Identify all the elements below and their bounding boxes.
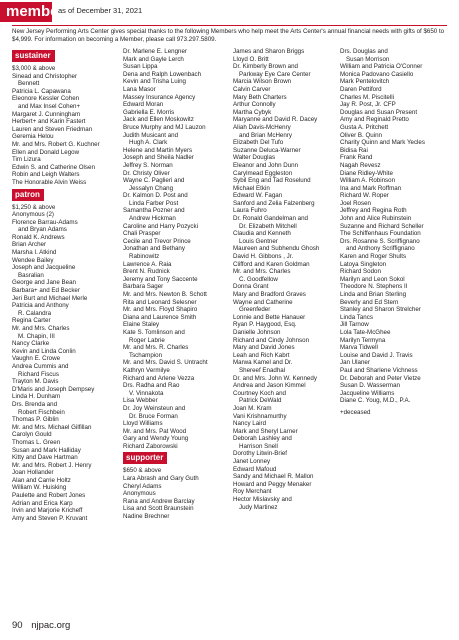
member-name: Jeffrey and Regina Roth	[340, 207, 407, 215]
member-name: Amy and Steven P. Kruvant	[12, 514, 88, 522]
member-name: Dena and Ralph Lowenbach	[123, 70, 202, 78]
member-name: and Anthony Scriffignano	[346, 245, 415, 253]
member-name: Carolyn Gould	[12, 431, 52, 439]
member-name: Carylmead Eggleston	[233, 169, 293, 177]
member-name: Linda H. Dunham	[12, 393, 61, 401]
member-name: Paul and Sharlene Vichness	[340, 366, 418, 374]
member-name: Danielle Johnson	[233, 328, 281, 336]
column-4	[340, 48, 425, 417]
member-name: Richard Zaborowski	[123, 442, 178, 450]
member-name: Lisa and Scott Braunstein	[123, 505, 194, 513]
member-name: Irvin and Marjorie Kricheff	[12, 507, 83, 515]
member-name: Kate S. Tomlinson and	[123, 328, 185, 336]
member-name: Bruce Murphy and MJ Lauzon	[123, 123, 206, 131]
member-name: R. Calandra	[18, 309, 52, 317]
member-name: Leah and Rich Kabrt	[233, 351, 290, 359]
member-name: John and Alice Rubinstein	[340, 215, 412, 223]
member-name: Jonathan and Bethany	[123, 245, 185, 253]
member-name: Dorothy Litwin-Brief	[233, 450, 287, 458]
member-name: Richard and Cindy Johnson	[233, 336, 310, 344]
level-heading: sustainer	[12, 50, 55, 62]
member-name: William A. Robinson	[340, 177, 396, 185]
member-name: Jeri Burt and Michael Merle	[12, 294, 88, 302]
member-name: Charity Quinn and Mark Yecles	[340, 139, 425, 147]
member-name: Oliver B. Quinn	[340, 131, 382, 139]
member-name: Mary Beth Charters	[233, 93, 287, 101]
member-name: Mr. and Mrs. Charles	[233, 268, 291, 276]
member-name: Kevin and Linda Conlin	[12, 347, 76, 355]
member-name: William W. Huisking	[12, 484, 67, 492]
member-name: Jill Tarnow	[340, 321, 369, 329]
member-name: Charles M. Piscitelli	[340, 93, 394, 101]
member-name: Richard W. Roper	[340, 192, 389, 200]
member-name: and Max Insel Cohen+	[18, 102, 81, 110]
member-name: Marilyn and Leon Sokol	[340, 275, 405, 283]
member-name: Elizabeth Del Tufo	[233, 139, 284, 147]
member-name: Adrian and Erica Karp	[12, 499, 73, 507]
member-name: Judy Martinez	[239, 503, 278, 511]
member-name: Calvin Carver	[233, 85, 271, 93]
member-name: C. Goodfellow	[239, 275, 278, 283]
member-name: Diane C. Youg, M.D., P.A.	[340, 397, 411, 405]
member-name: Lola Tate-McGhee	[340, 328, 391, 336]
member-name: Monica Padovano Casiello	[340, 70, 414, 78]
member-name: Chali Prasper	[123, 230, 161, 238]
member-name: Hugh A. Clark	[129, 139, 168, 147]
member-name: Lloyd Williams	[123, 420, 163, 428]
member-name: Andrew Hickman	[129, 215, 176, 223]
member-name: The Schiffenhaus Foundation	[340, 230, 421, 238]
member-name: Patricia and Anthony	[12, 302, 69, 310]
member-name: Karen and Roger Shults	[340, 253, 407, 261]
member-name: Marsha I. Atkind	[12, 249, 57, 257]
member-name: Mr. and Mrs. David S. Untracht	[123, 359, 208, 367]
level-heading-row	[123, 450, 208, 467]
member-name: Elaine Staley	[123, 321, 160, 329]
member-name: Linda and Brian Sterling	[340, 291, 407, 298]
member-name: Brian Archer	[12, 241, 47, 249]
member-name: Brent N. Rudnick	[123, 268, 170, 276]
member-name: Joseph and Jacqueline	[12, 264, 76, 272]
member-name: Paulette and Robert Jones	[12, 492, 86, 500]
member-name: Joel Rosen	[340, 199, 371, 207]
member-name: Bennett	[18, 80, 40, 88]
member-name: Richard Fiscus	[18, 370, 59, 378]
level-heading: patron	[12, 189, 44, 201]
member-name: Nancy Laird	[233, 420, 267, 428]
member-name: Wayne and Catherine	[233, 298, 293, 306]
member-name: Cecile and Trevor Prince	[123, 237, 191, 245]
member-name: Anonymous	[123, 490, 156, 498]
member-name: Suzanne Deluca-Warner	[233, 146, 301, 154]
member-name: Arthur Connolly	[233, 101, 276, 109]
member-name: Eleanor and John Dunn	[233, 161, 299, 169]
member-name: Herbert+ and Karin Fastert	[12, 118, 86, 126]
member-name: Andrea and Jason Kimmel	[233, 382, 306, 390]
member-name: David H. Gibbons , Jr.	[233, 253, 294, 261]
member-name: Greenfeder	[239, 306, 271, 314]
member-name: Marcia Wilson Brown	[233, 78, 292, 86]
member-name: Anonymous (2)	[12, 211, 54, 219]
member-name: Richard Sodon	[340, 268, 381, 276]
member-name: Dr. and Mrs. John W. Kennedy	[233, 374, 317, 382]
member-name: Sybil Eng and Tad Roselund	[233, 177, 311, 185]
page-number: 90	[12, 620, 23, 631]
member-name: Patricia L. Capawana	[12, 87, 71, 95]
member-name: Mark Pentelovitch	[340, 78, 390, 86]
member-name: Mark and Sheryl Larner	[233, 427, 298, 435]
member-name: $1,250 & above	[12, 203, 56, 211]
member-name: Dr. Kimberly Brown and	[233, 63, 298, 71]
member-name: Dr. Deborah and Peter Vietze	[340, 374, 421, 382]
member-name: Kitty and Dave Hartman	[12, 454, 78, 462]
member-name: Sinead and Christopher	[12, 72, 78, 80]
member-name: D'Maris and Joseph Dempsey	[12, 385, 95, 393]
member-name: Michael Etkin	[233, 184, 270, 192]
member-name: +deceased	[340, 408, 371, 416]
member-name: Lawrence A. Raia	[123, 260, 172, 268]
member-name: Howard and Peggy Menaker	[233, 480, 312, 488]
member-name: Edward Moran	[123, 101, 164, 109]
member-name: Thomas P. Giblin	[12, 416, 59, 424]
member-name: Clifford and Karen Goldman	[233, 260, 310, 268]
member-name: Louis Gentner	[239, 237, 278, 245]
member-name: Judith Musicant and	[123, 131, 179, 139]
member-name: Mr. and Mrs. Robert J. Henry	[12, 461, 92, 469]
member-name: George and Jane Bean	[12, 279, 76, 287]
member-name: Dr. Bruce Forman	[129, 412, 178, 420]
as-of-date: as of December 31, 2021	[58, 6, 143, 15]
member-name: Dr. Christy Oliver	[123, 169, 170, 177]
member-name: Frank Rand	[340, 154, 373, 162]
member-name: Marilyn Termyna	[340, 336, 386, 344]
member-name: Susan Lippa	[123, 63, 158, 71]
member-name: Sandy and Michael R. Mallon	[233, 473, 314, 481]
member-name: Dr. Joy Weinsteun and	[123, 404, 186, 412]
member-name: Stanley and Sharon Strelcher	[340, 306, 421, 314]
member-name: Latoya Singleton	[340, 260, 387, 268]
level-heading-row	[12, 48, 100, 65]
member-name: and Bryan Adams	[18, 226, 67, 234]
member-name: Aliah Davis-McHenry	[233, 123, 291, 131]
member-name: Donna Grant	[233, 283, 269, 291]
member-name: Mr. and Mrs. Robert G. Kuchner	[12, 140, 100, 148]
member-name: Lonnie and Bette Hanauer	[233, 313, 306, 321]
member-name: Joseph and Sheila Nadler	[123, 154, 194, 162]
member-name: Susan D. Wasserman	[340, 382, 400, 390]
member-name: Helene and Martin Myers	[123, 146, 193, 154]
member-name: Mr. and Mrs. R. Charles	[123, 344, 189, 352]
member-name: Sanford and Zelia Falzenberg	[233, 199, 315, 207]
member-name: Jan Ulaner	[340, 359, 370, 367]
member-name: Laura Fuhro	[233, 207, 267, 215]
member-name: Maureen and Subhendu Ghosh	[233, 245, 320, 253]
page-footer	[12, 620, 70, 631]
member-name: Mary and David Jones	[233, 344, 295, 352]
member-name: Barbara Sager	[123, 283, 164, 291]
member-name: Patrick DeWald	[239, 397, 282, 405]
member-name: Gusta A. Pritchett	[340, 123, 389, 131]
member-name: Parkway Eye Care Center	[239, 70, 311, 78]
member-name: Jeremy and Tony Saccente	[123, 275, 198, 283]
member-name: Wendee Bailey	[12, 256, 54, 264]
member-name: Ellen and Donald Legow	[12, 148, 80, 156]
member-name: $3,000 & above	[12, 65, 56, 72]
member-name: Edwin S. and Catherine Olsen	[12, 163, 95, 171]
column-2	[123, 48, 208, 521]
member-name: Jeffrey S. Norman	[123, 161, 173, 169]
member-name: Douglas and Susan Present	[340, 108, 418, 116]
member-name: Caroline and Harry Pozycki	[123, 222, 198, 230]
member-name: Nadine Brechner	[123, 513, 170, 521]
member-name: Vaughn E. Crowe	[12, 355, 61, 363]
member-name: Drs. Douglas and	[340, 48, 388, 55]
member-name: Linda Farber Post	[129, 199, 179, 207]
site-url: njpac.org	[31, 620, 71, 631]
intro-paragraph: New Jersey Performing Arts Center gives special thanks to the following Members who help meet the Arts Center's annual financial needs with gifts of $650 to $4,999. For information on becoming a Member, please call 973.297.5809.	[12, 28, 445, 43]
member-name: Drs. Radha and Rao	[123, 382, 180, 390]
member-name: Claudia and Kenneth	[233, 230, 291, 238]
member-name: Thomas L. Green	[12, 438, 61, 446]
member-name: Ina and Mark Roffman	[340, 184, 402, 192]
member-name: Louise and David J. Travis	[340, 351, 413, 359]
member-name: Mark and Gayle Lerch	[123, 55, 184, 63]
member-name: $650 & above	[123, 467, 162, 475]
column-1	[12, 48, 100, 522]
member-name: Barbara+ and Ed Becker	[12, 287, 80, 295]
member-name: Bidisa Rai	[340, 146, 368, 154]
member-name: Diane Ridley-White	[340, 169, 393, 177]
member-name: Theodore N. Stephens II	[340, 283, 408, 291]
member-name: Lana Masor	[123, 85, 156, 93]
member-name: Basralian	[18, 271, 44, 279]
member-name: Samantha Pozner and	[123, 207, 185, 215]
member-name: Kevin and Trisha Luing	[123, 78, 186, 86]
member-name: Susan and Mark Halliday	[12, 446, 81, 454]
member-name: Mr. and Mrs. Newton B. Schott	[123, 291, 207, 298]
member-name: Edward Mafoud	[233, 465, 277, 473]
member-name: Florence Barrau-Adams	[12, 218, 78, 226]
member-name: Beverly and Ed Stern	[340, 298, 399, 306]
member-name: Drs. Rosanne S. Scriffignano	[340, 237, 420, 245]
member-name: James and Sharon Briggs	[233, 48, 305, 55]
member-name: Diana and Laurence Smith	[123, 313, 197, 321]
member-name: Dr. Kalmon D. Post and	[123, 192, 188, 200]
member-name: Joan Hollander	[12, 469, 54, 477]
member-name: Martha Cybyk	[233, 108, 272, 116]
member-name: Trayton M. Davis	[12, 378, 59, 386]
member-name: Janet Lonney	[233, 458, 271, 466]
member-name: and Brian McHenry	[239, 131, 292, 139]
member-name: Gary and Wendy Young	[123, 435, 189, 443]
member-name: Alan and Carrie Holtz	[12, 476, 71, 484]
member-name: Edward W. Fagan	[233, 192, 283, 200]
level-heading-row	[12, 187, 100, 204]
member-name: Tschampion	[129, 351, 163, 359]
member-name: Roger Labrie	[129, 336, 165, 344]
member-name: Tim Lizura	[12, 156, 41, 164]
member-name: Hector Mislavsky and	[233, 496, 292, 504]
member-name: Drs. Brenda and	[12, 400, 58, 408]
member-name: Amy and Reginald Pretto	[340, 116, 409, 124]
member-name: Vani Krishnamurthy	[233, 412, 287, 420]
member-name: Andrea Cummis and	[12, 362, 69, 370]
column-3	[233, 48, 319, 511]
member-name: Lisa Webber	[123, 397, 158, 405]
member-name: Walter Douglas	[233, 154, 276, 162]
section-title: members	[0, 2, 52, 22]
member-name: Suzanne and Richard Scheller	[340, 222, 424, 230]
member-name: Mr. and Mrs. Michael Gilfillan	[12, 423, 92, 431]
member-name: William and Patricia O'Conner	[340, 63, 423, 71]
member-name: Susan Morrison	[346, 55, 390, 63]
member-name: Marwa Kamel and Dr.	[233, 359, 293, 367]
member-name: Geremia Helou	[12, 133, 54, 141]
member-name: Mr. and Mrs. Floyd Shapiro	[123, 306, 198, 314]
member-name: Dr. Elizabeth Mitchell	[239, 222, 297, 230]
member-name: Regina Carter	[12, 317, 51, 325]
member-name: Robert Fischbein	[18, 408, 65, 416]
member-name: The Honorable Alvin Weiss	[12, 178, 87, 186]
member-name: Dr. Marlene E. Lengner	[123, 48, 187, 55]
member-name: Cheryl Adams	[123, 482, 162, 490]
member-name: Deborah Lashley and	[233, 435, 292, 443]
member-name: Margaret J. Cunningham	[12, 110, 81, 118]
member-name: Robin and Leigh Walters	[12, 171, 80, 179]
member-name: Jay R. Post, Jr. CFP	[340, 101, 396, 109]
member-name: Jack and Ellen Moskowitz	[123, 116, 194, 124]
member-name: Dr. Ronald Gandelman and	[233, 215, 308, 223]
member-name: Courtney Koch and	[233, 389, 286, 397]
member-name: Jessalyn Chang	[129, 184, 174, 192]
member-name: Mr. and Mrs. Charles	[12, 325, 70, 332]
member-name: Harrison Snell	[239, 442, 278, 450]
member-name: Mary and Bradford Graves	[233, 291, 306, 298]
member-name: Lloyd O. Britt	[233, 55, 269, 63]
member-name: Nagah Revesz	[340, 161, 381, 169]
member-name: Massey Insurance Agency	[123, 93, 196, 101]
member-name: Lauren and Steven Friedman	[12, 125, 93, 133]
member-name: M. Chapin, III	[18, 332, 55, 340]
member-name: V. Vinnakota	[129, 389, 164, 397]
member-name: Daren Pettiford	[340, 85, 382, 93]
member-name: Marva Tidwell	[340, 344, 378, 352]
divider	[12, 25, 447, 26]
member-name: Lara Abrash and Gary Guth	[123, 475, 199, 483]
level-heading: supporter	[123, 452, 167, 464]
member-name: Jacqueline Williams	[340, 389, 395, 397]
header-bar	[0, 2, 459, 24]
member-name: Rabinowitz	[129, 253, 160, 261]
member-name: Rita and Leonard Selesner	[123, 298, 197, 306]
member-name: Rana and Andrew Barclay	[123, 497, 195, 505]
member-name: Ryan P. Haygood, Esq.	[233, 321, 297, 329]
member-name: Richard and Arlene Vezza	[123, 374, 195, 382]
member-name: Kathryn Vermilye	[123, 366, 170, 374]
member-name: Ronald K. Andrews	[12, 233, 65, 241]
member-name: Gabriella E. Morris	[123, 108, 175, 116]
member-name: Nancy Clarke	[12, 340, 50, 348]
member-name: Roy Merchant	[233, 488, 272, 496]
member-name: Shereef Enadhal	[239, 366, 286, 374]
member-name: Wayne C. Paglieri and	[123, 177, 185, 185]
member-name: Mr. and Mrs. Pat Wood	[123, 427, 187, 435]
member-name: Eleonore Kessler Cohen	[12, 95, 80, 103]
member-name: Joan M. Kram	[233, 404, 272, 412]
member-name: Maryanne and David R. Dacey	[233, 116, 318, 124]
member-name: Linda Tancs	[340, 313, 373, 321]
